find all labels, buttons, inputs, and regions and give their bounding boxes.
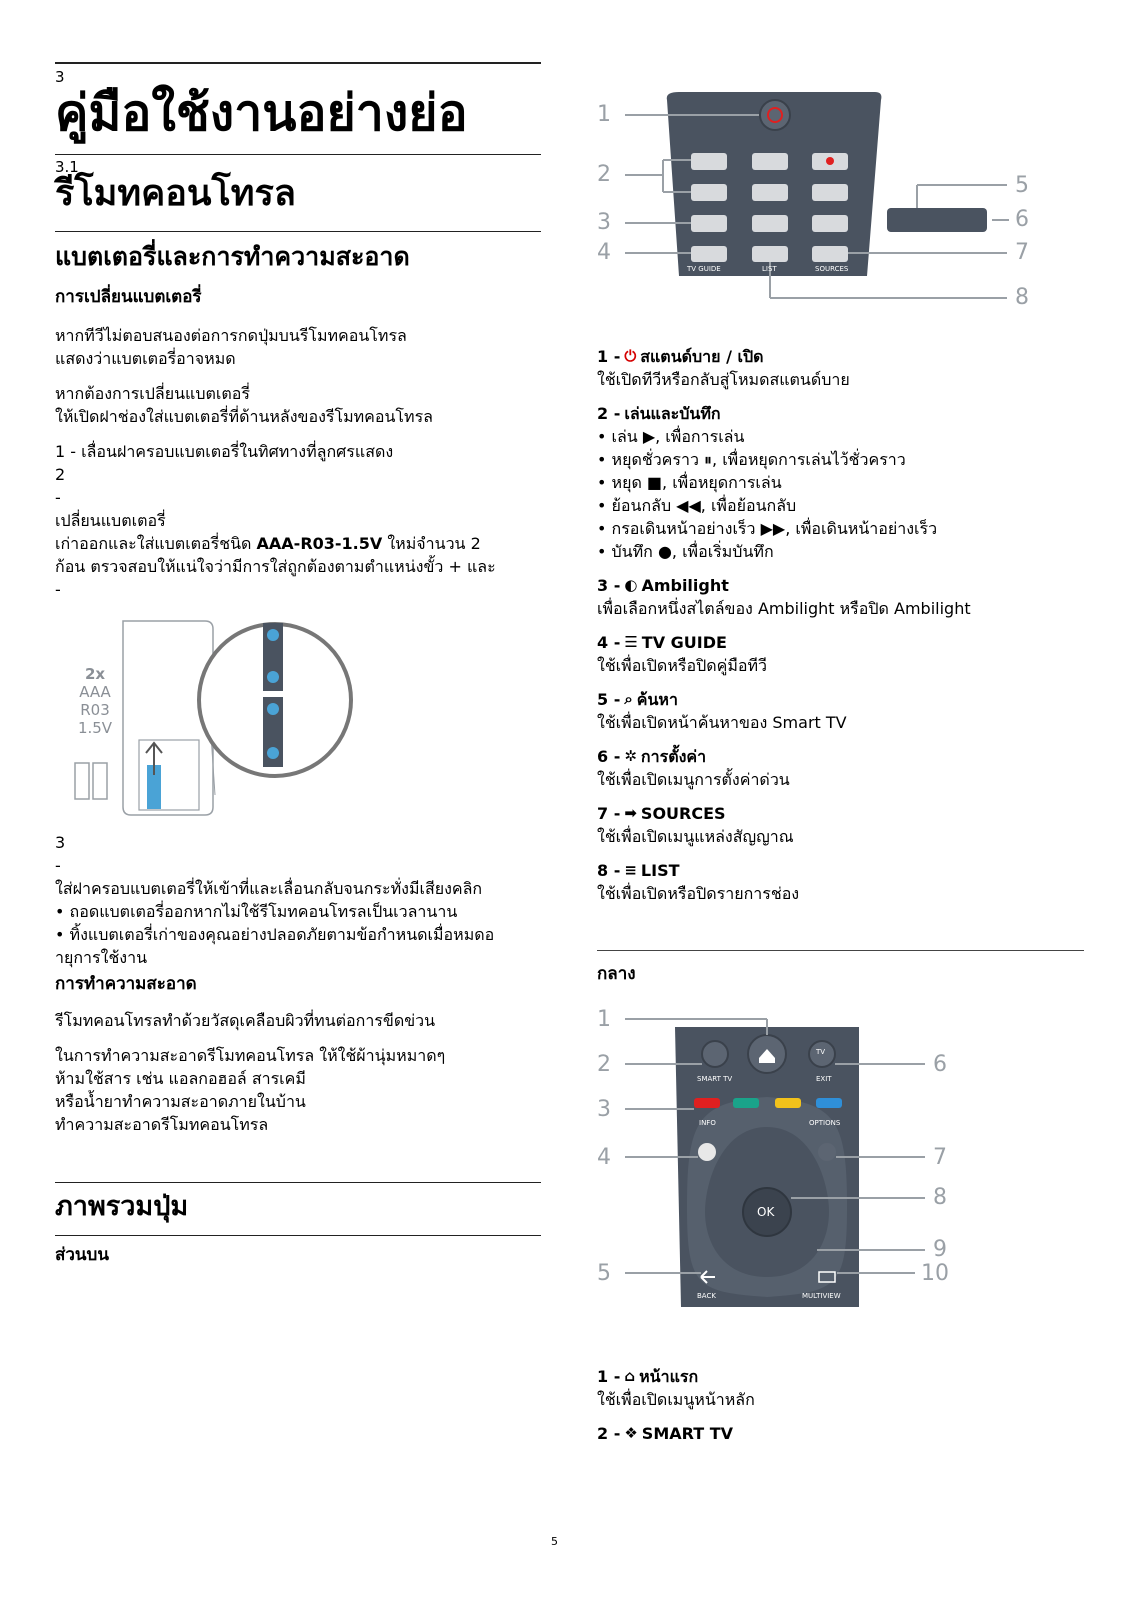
key-number: 2 - [597, 1424, 621, 1443]
key-heading [597, 631, 1084, 654]
middle-keys-list [597, 1365, 1084, 1445]
step-3 [55, 831, 541, 969]
battery-diagram-svg [55, 615, 541, 827]
key-description-line: ใช้เพื่อเปิดหรือปิดคู่มือทีวี [597, 656, 767, 675]
key-description [597, 1422, 1084, 1445]
multiview-label: MULTIVIEW [802, 1292, 841, 1300]
key-title: การตั้งค่า [640, 747, 707, 766]
text-line: หรือน้ำยาทำความสะอาดภายในบ้าน [55, 1092, 306, 1111]
battery-code: R03 [80, 701, 110, 719]
key-number: 5 - [597, 690, 621, 709]
step-2-number: 2 [55, 465, 66, 484]
callout-number: 2 [597, 1052, 611, 1077]
battery-illustration [55, 615, 541, 827]
key-description-line: • ย้อนกลับ ◀◀, เพื่อย้อนกลับ [597, 496, 797, 515]
text: เก่าออกและใส่แบตเตอรี่ชนิด [55, 534, 257, 553]
middle-heading: กลาง [597, 964, 636, 984]
callout-number: 10 [921, 1261, 949, 1286]
key-heading [597, 859, 1084, 882]
key-number: 8 - [597, 861, 621, 880]
key-number: 6 - [597, 747, 621, 766]
battery-count: 2x [84, 665, 106, 683]
key-title: TV GUIDE [641, 633, 727, 652]
text-line: ในการทำความสะอาดรีโมทคอนโทรล ให้ใช้ผ้านุ่มหมาดๆ [55, 1046, 446, 1065]
callout-number: 6 [1015, 207, 1029, 232]
step-3-text: ใส่ฝาครอบแบตเตอรี่ให้เข้าที่และเลื่อนกลับจนกระทั่งมีเสียงคลิก [55, 879, 483, 898]
battery-type: AAA-R03-1.5V [256, 534, 383, 553]
callout-number: 5 [597, 1261, 611, 1286]
text-line: ห้ามใช้สาร เช่น แอลกอฮอล์ สารเคมี [55, 1069, 306, 1088]
overview-sub-rule [55, 1235, 541, 1236]
key-description [597, 631, 1084, 677]
step-2-line: - [55, 580, 61, 599]
text-line: หากทีวีไม่ตอบสนองต่อการกดปุ่มบนรีโมทคอนโทรล [55, 326, 407, 345]
callout-number: 1 [597, 1007, 611, 1032]
left-column [55, 62, 541, 1268]
callout-number: 9 [933, 1237, 947, 1262]
bullet-item: ายุการใช้งาน [55, 948, 148, 967]
text-line: หากต้องการเปลี่ยนแบตเตอรี่ [55, 384, 250, 403]
gear-icon: ✲ [624, 747, 637, 765]
callout-number: 4 [597, 240, 611, 265]
callout-number: 2 [597, 162, 611, 187]
search-icon: ⌕ [624, 690, 633, 708]
text: ใหม่จำนวน 2 [382, 534, 481, 553]
key-description [597, 745, 1084, 791]
tv-label: TV [816, 1048, 826, 1056]
key-title: เล่นและบันทึก [624, 404, 721, 423]
key-heading [597, 574, 1084, 597]
top-keys-list [597, 345, 1084, 905]
cleaning-paragraph-1: รีโมทคอนโทรลทำด้วยวัสดุเคลือบผิวที่ทนต่อการขีดข่วน [55, 1011, 436, 1030]
key-description [597, 802, 1084, 848]
text-line: ทำความสะอาดรีโมทคอนโทรล [55, 1115, 269, 1134]
section-title: รีโมทคอนโทรล [55, 173, 296, 214]
battery-paragraph-1 [55, 324, 541, 370]
key-number: 2 - [597, 404, 621, 423]
key-heading [597, 345, 1084, 368]
key-number: 1 - [597, 1367, 621, 1386]
key-number: 7 - [597, 804, 621, 823]
ambilight-icon: ◐ [624, 576, 638, 594]
middle-callout-numbers [597, 1007, 1084, 1337]
step-2-line: ก้อน ตรวจสอบให้แน่ใจว่ามีการใส่ถูกต้องตามตำแหน่งขั้ว + และ [55, 557, 496, 576]
middle-rule [597, 950, 1084, 951]
top-section-heading: ส่วนบน [55, 1245, 109, 1265]
key-heading [597, 802, 1084, 825]
key-heading [597, 1422, 1084, 1445]
callout-number: 7 [1015, 240, 1029, 265]
top-callout-numbers [597, 80, 1084, 325]
step-2-dash: - [55, 488, 61, 507]
section-number: 3.1 [55, 158, 79, 176]
key-description-line: • หยุด ■, เพื่อหยุดการเล่น [597, 473, 782, 492]
smart-tv-icon: ❖ [624, 1424, 638, 1442]
battery-size: AAA [79, 683, 111, 701]
bullet-item: • ถอดแบตเตอรี่ออกหากไม่ใช้รีโมทคอนโทรลเป็นเวลานาน [55, 902, 458, 921]
page-number: 5 [551, 1535, 558, 1548]
tv-guide-icon: ☰ [624, 633, 638, 651]
battery-voltage: 1.5V [77, 719, 113, 737]
key-heading [597, 402, 1084, 425]
key-number: 1 - [597, 347, 621, 366]
key-description-line: ใช้เพื่อเปิดหน้าค้นหาของ Smart TV [597, 713, 847, 732]
info-label: INFO [699, 1119, 716, 1127]
callout-number: 3 [597, 1097, 611, 1122]
text-line: แสดงว่าแบตเตอรี่อาจหมด [55, 349, 236, 368]
callout-number: 1 [597, 102, 611, 127]
callout-number: 8 [933, 1185, 947, 1210]
key-title: SOURCES [640, 804, 726, 823]
right-column [597, 80, 1084, 1456]
overview-heading: ภาพรวมปุ่ม [55, 1191, 189, 1222]
key-title: สแตนด์บาย / เปิด [640, 347, 764, 366]
step-1: 1 - เลื่อนฝาครอบแบตเตอรี่ในทิศทางที่ลูกศรแสดง [55, 442, 394, 461]
battery-steps [55, 440, 541, 601]
key-description [597, 688, 1084, 734]
key-description-line: เพื่อเลือกหนึ่งสไตล์ของ Ambilight หรือปิด Ambilight [597, 599, 971, 618]
middle-remote-diagram [597, 1007, 1084, 1337]
chapter-title: คู่มือใช้งานอย่างย่อ [55, 84, 468, 142]
ok-label: OK [757, 1205, 775, 1219]
sources-label: SOURCES [815, 265, 849, 273]
step-3-dash: - [55, 856, 61, 875]
list-icon: ≡ [624, 861, 637, 879]
battery-paragraph-2 [55, 382, 541, 428]
battery-small-icon [75, 763, 89, 799]
callout-number: 5 [1015, 173, 1029, 198]
top-remote-diagram [597, 80, 1084, 325]
key-description [597, 402, 1084, 563]
battery-heading: แบตเตอรี่และการทำความสะอาด [55, 242, 410, 271]
key-description-line: • หยุดชั่วคราว ⏸, เพื่อหยุดการเล่นไว้ชั่วคราว [597, 450, 906, 469]
smart-tv-label: SMART TV [697, 1075, 733, 1083]
text-line: ให้เปิดฝาช่องใส่แบตเตอรี่ที่ด้านหลังของรีโมทคอนโทรล [55, 407, 433, 426]
chapter-number: 3 [55, 68, 65, 86]
chapter-rule [55, 62, 541, 64]
cleaning-paragraph-2 [55, 1044, 541, 1136]
key-title: Ambilight [641, 576, 729, 595]
home-icon: ⌂ [624, 1367, 636, 1385]
power-icon: ⏻ [624, 347, 637, 365]
replace-battery-heading: การเปลี่ยนแบตเตอรี่ [55, 287, 202, 307]
list-label: LIST [762, 265, 777, 273]
key-title: SMART TV [641, 1424, 734, 1443]
key-title: ค้นหา [636, 690, 678, 709]
key-description-line: • เล่น ▶, เพื่อการเล่น [597, 427, 745, 446]
key-description-line: • กรอเดินหน้าอย่างเร็ว ▶▶, เพื่อเดินหน้าอย่างเร็ว [597, 519, 938, 538]
callout-number: 6 [933, 1052, 947, 1077]
key-heading [597, 745, 1084, 768]
key-number: 4 - [597, 633, 621, 652]
exit-label: EXIT [816, 1075, 832, 1083]
key-heading [597, 1365, 1084, 1388]
key-description [597, 1365, 1084, 1411]
key-heading [597, 688, 1084, 711]
back-label: BACK [697, 1292, 716, 1300]
key-title: หน้าแรก [639, 1367, 699, 1386]
step-2-line [55, 532, 541, 555]
key-description-line: ใช้เพื่อเปิดหรือปิดรายการช่อง [597, 884, 800, 903]
bullet-item: • ทิ้งแบตเตอรี่เก่าของคุณอย่างปลอดภัยตามข้อกำหนดเมื่อหมดอ [55, 925, 495, 944]
key-description-line: ใช้เพื่อเปิดเมนูการตั้งค่าด่วน [597, 770, 790, 789]
key-description [597, 574, 1084, 620]
key-description-line: ใช้เพื่อเปิดเมนูหน้าหลัก [597, 1390, 755, 1409]
cleaning-heading: การทำความสะอาด [55, 974, 197, 994]
battery-small-icon [93, 763, 107, 799]
key-description [597, 345, 1084, 391]
sources-icon: ➡ [624, 804, 637, 822]
tv-guide-label: TV GUIDE [687, 265, 721, 273]
callout-number: 8 [1015, 285, 1029, 310]
key-description-line: ใช้เพื่อเปิดเมนูแหล่งสัญญาณ [597, 827, 794, 846]
key-description-line: ใช้เปิดทีวีหรือกลับสู่โหมดสแตนด์บาย [597, 370, 850, 389]
callout-number: 3 [597, 210, 611, 235]
key-description [597, 859, 1084, 905]
options-label: OPTIONS [809, 1119, 841, 1127]
step-3-number: 3 [55, 833, 66, 852]
key-number: 3 - [597, 576, 621, 595]
callout-number: 4 [597, 1145, 611, 1170]
key-title: LIST [640, 861, 680, 880]
callout-number: 7 [933, 1145, 947, 1170]
key-description-line: • บันทึก ●, เพื่อเริ่มบันทึก [597, 542, 774, 561]
step-2-line: เปลี่ยนแบตเตอรี่ [55, 511, 166, 530]
section-rule [55, 154, 541, 155]
